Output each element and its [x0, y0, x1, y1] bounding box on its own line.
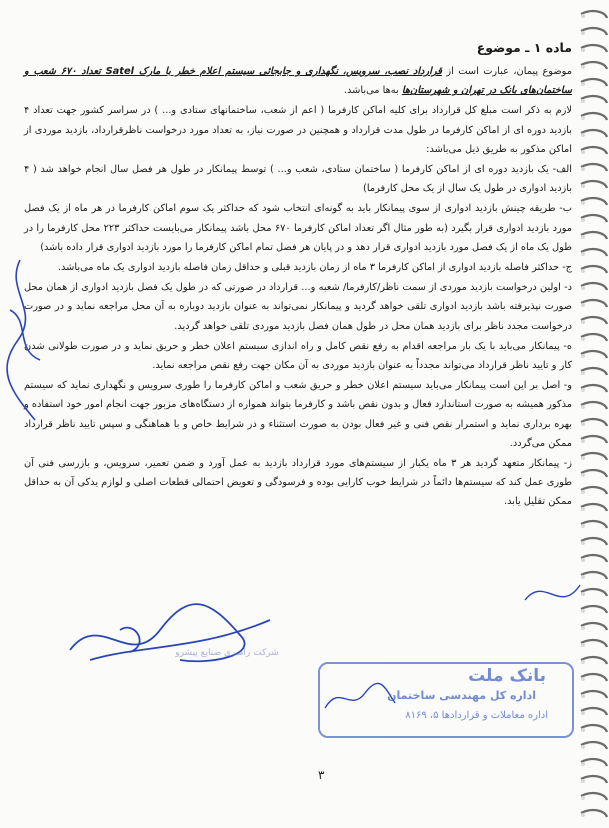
binding-hole — [581, 388, 585, 392]
binding-hole — [581, 422, 585, 426]
binding-hole — [581, 286, 585, 290]
binding-ring — [581, 793, 607, 800]
binding-ring — [581, 300, 607, 307]
binding-ring — [581, 283, 607, 290]
binding-ring — [581, 674, 607, 681]
binding-hole — [581, 711, 585, 715]
binding-hole — [581, 626, 585, 630]
subject-end: به‌ها می‌باشد. — [343, 85, 402, 97]
binding-hole — [581, 201, 585, 205]
binding-ring — [581, 11, 607, 18]
binding-ring — [581, 657, 607, 664]
subject-text: قرارداد نصب، سرویس، نگهداری و جابجائی سیستم اعلام خطر با مارک Satel تعداد ۶۷۰ شعب و ساختمان‌های بانک در تهران و شهرستان‌ها — [24, 66, 572, 97]
bank-stamp-name: بانک ملت — [468, 666, 546, 686]
bank-stamp-office: اداره معاملات و قراردادها ۵، ۸۱۶۹ — [405, 710, 548, 721]
bank-stamp — [318, 662, 574, 738]
binding-ring — [581, 487, 607, 494]
binding-hole — [581, 813, 585, 817]
binding-ring — [581, 725, 607, 732]
binding-hole — [581, 405, 585, 409]
binding-hole — [581, 694, 585, 698]
binding-ring — [581, 691, 607, 698]
binding-ring — [581, 317, 607, 324]
paragraph-subject — [24, 62, 572, 100]
binding-hole — [581, 320, 585, 324]
binding-ring — [581, 198, 607, 205]
contract-body — [24, 38, 572, 513]
binding-ring — [581, 708, 607, 715]
binding-hole — [581, 99, 585, 103]
binding-hole — [581, 796, 585, 800]
binding-hole — [581, 371, 585, 375]
binding-ring — [581, 45, 607, 52]
binding-ring — [581, 640, 607, 647]
binding-hole — [581, 167, 585, 171]
binding-hole — [581, 643, 585, 647]
binding-ring — [581, 776, 607, 783]
binding-hole — [581, 762, 585, 766]
binding-hole — [581, 150, 585, 154]
binding-ring — [581, 113, 607, 120]
binding-ring — [581, 28, 607, 35]
binding-ring — [581, 521, 607, 528]
paragraph-scope: لازم به ذکر است مبلغ کل قرارداد برای کلیه اماکن کارفرما ( اعم از شعب، ساختمانهای ستادی و... ) در سراسر کشور جهت تعداد ۴ بازدید دوره ای از اماکن کارفرما در طول مدت قرارداد و همچنین در صورت نیاز، به تعداد مورد درخواست ناظرقرارداد، بازدید موردی از اماکن مذکور به طریق ذیل می‌باشد: — [24, 105, 572, 155]
paragraph-jim: ج- حداکثر فاصله بازدید ادواری از اماکن کارفرما ۳ ماه از زمان بازدید قبلی و حداقل زمان فاصله بازدید ادواری یک ماه می‌باشد. — [57, 262, 572, 274]
binding-hole — [581, 456, 585, 460]
article-title: ماده ۱ ـ موضوع — [476, 40, 572, 55]
binding-hole — [581, 184, 585, 188]
contractor-stamp-text: شرکت راهبری صنایع پیشرو — [175, 648, 279, 658]
signature-right-margin — [520, 570, 590, 620]
binding-ring — [581, 742, 607, 749]
binding-hole — [581, 677, 585, 681]
binding-hole — [581, 745, 585, 749]
binding-ring — [581, 147, 607, 154]
binding-hole — [581, 473, 585, 477]
binding-ring — [581, 368, 607, 375]
binding-hole — [581, 31, 585, 35]
binding-hole — [581, 541, 585, 545]
paragraph-he: ه- پیمانکار می‌باید با یک بار مراجعه اقدام به رفع نقص کامل و راه اندازی سیستم اعلان خطر و حریق نماید و در صورت طولانی شدن کار و تایید ناظر قرارداد می‌تواند مجدداً به عنوان بازدید موردی به آن مکان جهت رفع نقص مراجعه نماید. — [24, 340, 572, 372]
paragraph-dal: د- اولین درخواست بازدید موردی از سمت ناظر/کارفرما/ شعبه و... قرارداد در صورتی که در طول یک فصل بازدید ادواری از همان محل صورت نپذیرفته باشد بازدید ادواری تلقی خواهد گردید و پیمانکار نمی‌تواند به عنوان بازدید دوباره به آن محل مراجعه نماید و در صورت درخواست مجدد ناظر برای بازدید همان محل در طول همان فصل بازدید موردی تلقی خواهد گردید. — [24, 282, 572, 332]
paragraph-vav: و- اصل بر این است پیمانکار می‌باید سیستم اعلان خطر و حریق شعب و اماکن کارفرما را طوری سرویس و نگهداری نماید که سیستم مذکور همیشه به صورت استاندارد فعال و بدون نقص باشد و کارفرما بتواند همواره از دستگاه‌های مزبور جهت انجام امور خود استفاده و بهره برداری نماید و استمرار نقص فنی و غیر فعال بودن به صورت استثناء و در شرایط خاص و با هماهنگی و سپس تایید ناظر قرارداد ممکن می‌گردد. — [24, 380, 572, 449]
binding-ring — [581, 96, 607, 103]
binding-hole — [581, 235, 585, 239]
binding-hole — [581, 728, 585, 732]
binding-hole — [581, 354, 585, 358]
binding-hole — [581, 133, 585, 137]
binding-hole — [581, 14, 585, 18]
binding-ring — [581, 759, 607, 766]
signature-left-margin — [0, 250, 60, 430]
binding-ring — [581, 453, 607, 460]
binding-ring — [581, 181, 607, 188]
binding-hole — [581, 779, 585, 783]
paragraph-be: ب- طریقه چینش بازدید ادواری از سوی پیمانکار باید به گونه‌ای انتخاب شود که حداکثر یک سوم اماکن کارفرما در هر ماه از یک فصل مورد بازدید ادواری قرار بگیرد (به طور مثال اگر تعداد اماکن کارفرما ۶۷۰ محل باشد پیمانکار می‌بایست حداکثر ۲۲۳ محل کارفرما را در طول یک ماه از یک فصل مورد بازدید ادواری قرار دهد و در پایان هر فصل تمام اماکن کارفرما را مورد بازدید ادواری قرار داده باشد) — [24, 203, 573, 253]
binding-ring — [581, 470, 607, 477]
binding-ring — [581, 402, 607, 409]
binding-ring — [581, 130, 607, 137]
binding-hole — [581, 439, 585, 443]
binding-hole — [581, 65, 585, 69]
binding-hole — [581, 116, 585, 120]
binding-hole — [581, 337, 585, 341]
binding-hole — [581, 490, 585, 494]
binding-ring — [581, 249, 607, 256]
page-number: ۳ — [318, 768, 325, 782]
binding-ring — [581, 419, 607, 426]
binding-hole — [581, 507, 585, 511]
binding-ring — [581, 436, 607, 443]
binding-hole — [581, 303, 585, 307]
binding-hole — [581, 558, 585, 562]
paragraph-alef: الف- یک بازدید دوره ای از اماکن کارفرما ( ساختمان ستادی، شعب و... ) توسط پیمانکار در طول هر فصل سال انجام خواهد شد ( ۴ بازدید ادواری در طول یک سال از یک محل کارفرما) — [24, 164, 572, 195]
binding-ring — [581, 504, 607, 511]
contractor-stamp — [142, 648, 312, 688]
paragraph-ze: ز- پیمانکار متعهد گردید هر ۳ ماه یکبار از سیستم‌های مورد قرارداد بازدید به عمل آورد و ضمن تعمیر، سرویس، و بازرسی فنی آن طوری عمل کند که سیستم‌ها دائماً در شرایط خوب کارایی بوده و فرسودگی و تعویض احتمالی قطعات اصلی و لوازم یدکی آن به حداقل ممکن تقلیل یابد. — [24, 458, 572, 508]
binding-ring — [581, 538, 607, 545]
binding-hole — [581, 252, 585, 256]
binding-ring — [581, 351, 607, 358]
binding-ring — [581, 164, 607, 171]
binding-ring — [581, 266, 607, 273]
binding-ring — [581, 79, 607, 86]
binding-ring — [581, 810, 607, 817]
binding-hole — [581, 218, 585, 222]
bank-stamp-department: اداره کل مهندسی ساختمان — [387, 689, 536, 702]
binding-ring — [581, 215, 607, 222]
binding-ring — [581, 385, 607, 392]
binding-hole — [581, 82, 585, 86]
binding-ring — [581, 334, 607, 341]
binding-hole — [581, 48, 585, 52]
binding-hole — [581, 269, 585, 273]
subject-intro: موضوع پیمان، عبارت است از — [441, 66, 572, 77]
binding-hole — [581, 524, 585, 528]
binding-hole — [581, 660, 585, 664]
binding-ring — [581, 555, 607, 562]
binding-ring — [581, 62, 607, 69]
binding-ring — [581, 623, 607, 630]
spiral-binding — [575, 0, 609, 828]
binding-ring — [581, 232, 607, 239]
